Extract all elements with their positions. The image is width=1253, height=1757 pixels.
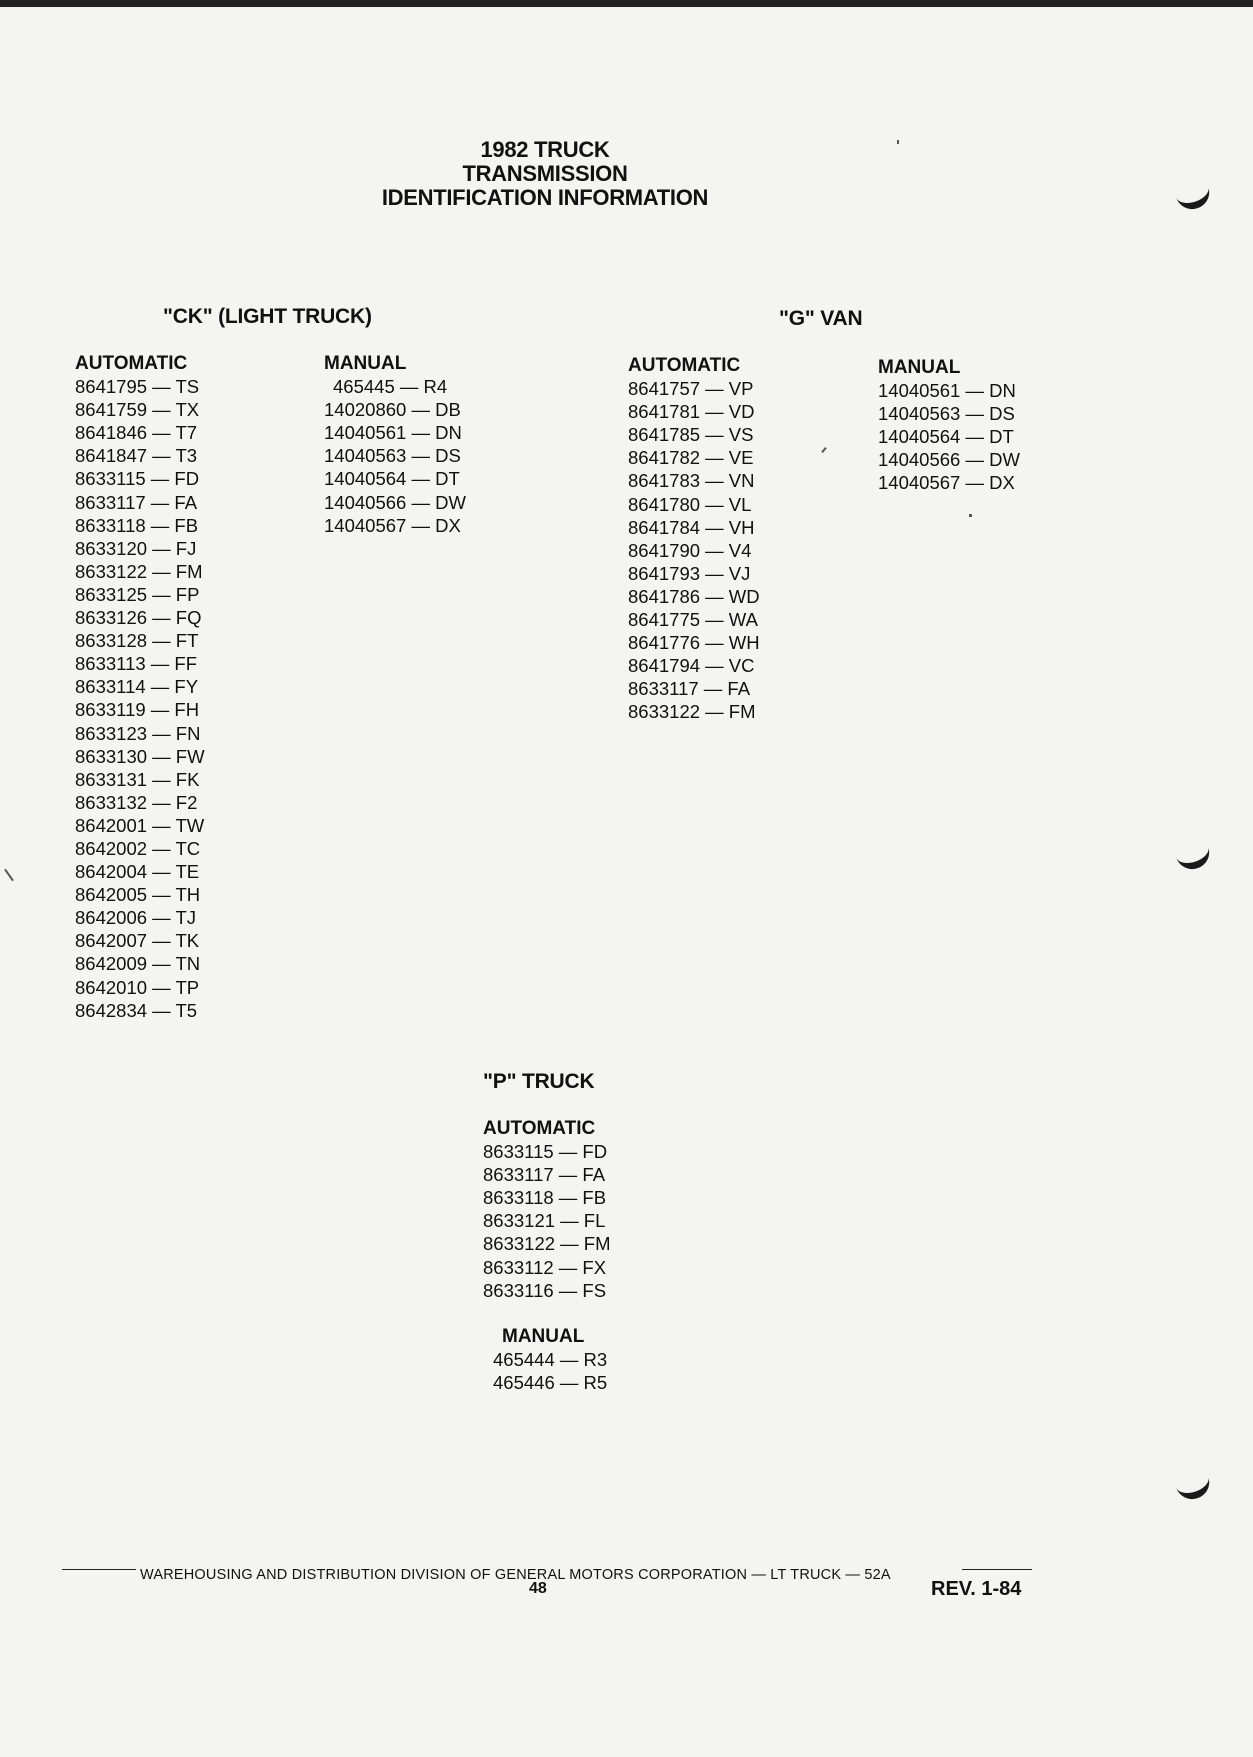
list-item: 8633120 — FJ: [75, 537, 197, 559]
p-truck-manual-label: MANUAL: [502, 1326, 585, 1347]
list-item: 8642009 — TN: [75, 953, 201, 975]
title-line: IDENTIFICATION INFORMATION: [381, 185, 709, 210]
p-truck-automatic-label: AUTOMATIC: [483, 1118, 596, 1139]
list-item: 14040567 — DX: [324, 514, 461, 536]
scan-speck: [821, 447, 826, 453]
list-item: 8633117 — FA: [75, 491, 198, 513]
ck-manual-list: [324, 352, 466, 537]
p-truck-manual-list: [493, 1325, 607, 1394]
list-item: 14040561 — DN: [324, 422, 462, 444]
p-truck-heading: "P" TRUCK: [483, 1070, 595, 1093]
list-item: 14020860 — DB: [324, 399, 461, 421]
list-item: 8641793 — VJ: [628, 562, 751, 584]
binder-hole-icon: [1172, 175, 1213, 213]
list-item: 8641785 — VS: [628, 424, 754, 446]
g-van-manual-list: [878, 356, 1020, 495]
footer-text: WAREHOUSING AND DISTRIBUTION DIVISION OF GENERAL MOTORS CORPORATION — LT TRUCK — 52A: [140, 1567, 891, 1583]
list-item: 8641784 — VH: [628, 516, 755, 538]
list-item: 465446 — R5: [493, 1372, 608, 1394]
list-item: 8642834 — T5: [75, 999, 198, 1021]
list-item: 14040561 — DN: [878, 380, 1016, 402]
list-item: 8641776 — WH: [628, 632, 760, 654]
footer-rule-left: [62, 1569, 136, 1570]
list-item: 8642001 — TW: [75, 814, 205, 836]
g-van-automatic-list: [628, 354, 760, 724]
g-van-manual-label: MANUAL: [878, 357, 961, 378]
list-item: 14040567 — DX: [878, 472, 1015, 494]
list-item: 8633113 — FF: [75, 653, 198, 675]
g-van-heading: "G" VAN: [779, 307, 863, 330]
list-item: 8641783 — VN: [628, 470, 755, 492]
list-item: 8641786 — WD: [628, 585, 760, 607]
list-item: 8642007 — TK: [75, 930, 200, 952]
list-item: 14040564 — DT: [324, 468, 460, 490]
list-item: 8642006 — TJ: [75, 907, 197, 929]
ck-automatic-label: AUTOMATIC: [75, 353, 188, 374]
list-item: 8633114 — FY: [75, 676, 199, 698]
binder-hole-icon: [1172, 1465, 1213, 1503]
list-item: 8633132 — F2: [75, 791, 198, 813]
list-item: 8633130 — FW: [75, 745, 205, 767]
list-item: 8641757 — VP: [628, 378, 754, 400]
page-number: 48: [529, 1580, 547, 1597]
scan-speck: [969, 514, 972, 517]
scan-speck: [897, 140, 899, 144]
list-item: 8633119 — FH: [75, 699, 200, 721]
list-item: 8642002 — TC: [75, 837, 201, 859]
list-item: 8633122 — FM: [628, 701, 756, 723]
list-item: 8641846 — T7: [75, 422, 198, 444]
ck-automatic-list: [75, 352, 205, 1022]
list-item: 8633118 — FB: [75, 514, 199, 536]
list-item: 8633117 — FA: [483, 1164, 606, 1186]
list-item: 8641847 — T3: [75, 445, 198, 467]
title-line: TRANSMISSION: [462, 161, 628, 186]
ck-heading: "CK" (LIGHT TRUCK): [163, 305, 372, 328]
list-item: 14040566 — DW: [878, 449, 1020, 471]
page-title: [0, 138, 1090, 210]
list-item: 14040564 — DT: [878, 426, 1014, 448]
list-item: 8633117 — FA: [628, 678, 751, 700]
list-item: 8633131 — FK: [75, 768, 200, 790]
list-item: 8641759 — TX: [75, 399, 200, 421]
list-item: 8633123 — FN: [75, 722, 201, 744]
list-item: 8633115 — FD: [75, 468, 200, 490]
g-van-automatic-label: AUTOMATIC: [628, 355, 741, 376]
list-item: 8641780 — VL: [628, 493, 752, 515]
list-item: 8633128 — FT: [75, 630, 199, 652]
list-item: 14040563 — DS: [324, 445, 461, 467]
list-item: 8633116 — FS: [483, 1279, 607, 1301]
list-item: 8633121 — FL: [483, 1210, 606, 1232]
list-item: 14040566 — DW: [324, 491, 466, 513]
list-item: 8633122 — FM: [483, 1233, 611, 1255]
list-item: 8641790 — V4: [628, 539, 752, 561]
list-item: 8642005 — TH: [75, 884, 201, 906]
p-truck-automatic-list: [483, 1117, 611, 1302]
footer-rule-right: [962, 1569, 1032, 1570]
list-item: 8642004 — TE: [75, 861, 200, 883]
revision-label: REV. 1-84: [931, 1578, 1022, 1600]
list-item: 8633125 — FP: [75, 583, 200, 605]
ck-manual-label: MANUAL: [324, 353, 407, 374]
binder-hole-icon: [1172, 835, 1213, 873]
top-border: [0, 0, 1253, 7]
list-item: 8641781 — VD: [628, 401, 755, 423]
list-item: 8641775 — WA: [628, 609, 758, 631]
list-item: 8633122 — FM: [75, 560, 203, 582]
list-item: 8641782 — VE: [628, 447, 754, 469]
list-item: 8641795 — TS: [75, 376, 200, 398]
list-item: 8633118 — FB: [483, 1187, 607, 1209]
title-line: 1982 TRUCK: [480, 137, 610, 162]
list-item: 465445 — R4: [333, 376, 448, 398]
list-item: 14040563 — DS: [878, 403, 1015, 425]
list-item: 8641794 — VC: [628, 655, 755, 677]
list-item: 8642010 — TP: [75, 976, 200, 998]
list-item: 465444 — R3: [493, 1349, 608, 1371]
scan-speck: [4, 869, 14, 882]
list-item: 8633115 — FD: [483, 1141, 608, 1163]
list-item: 8633112 — FX: [483, 1256, 607, 1278]
list-item: 8633126 — FQ: [75, 607, 202, 629]
